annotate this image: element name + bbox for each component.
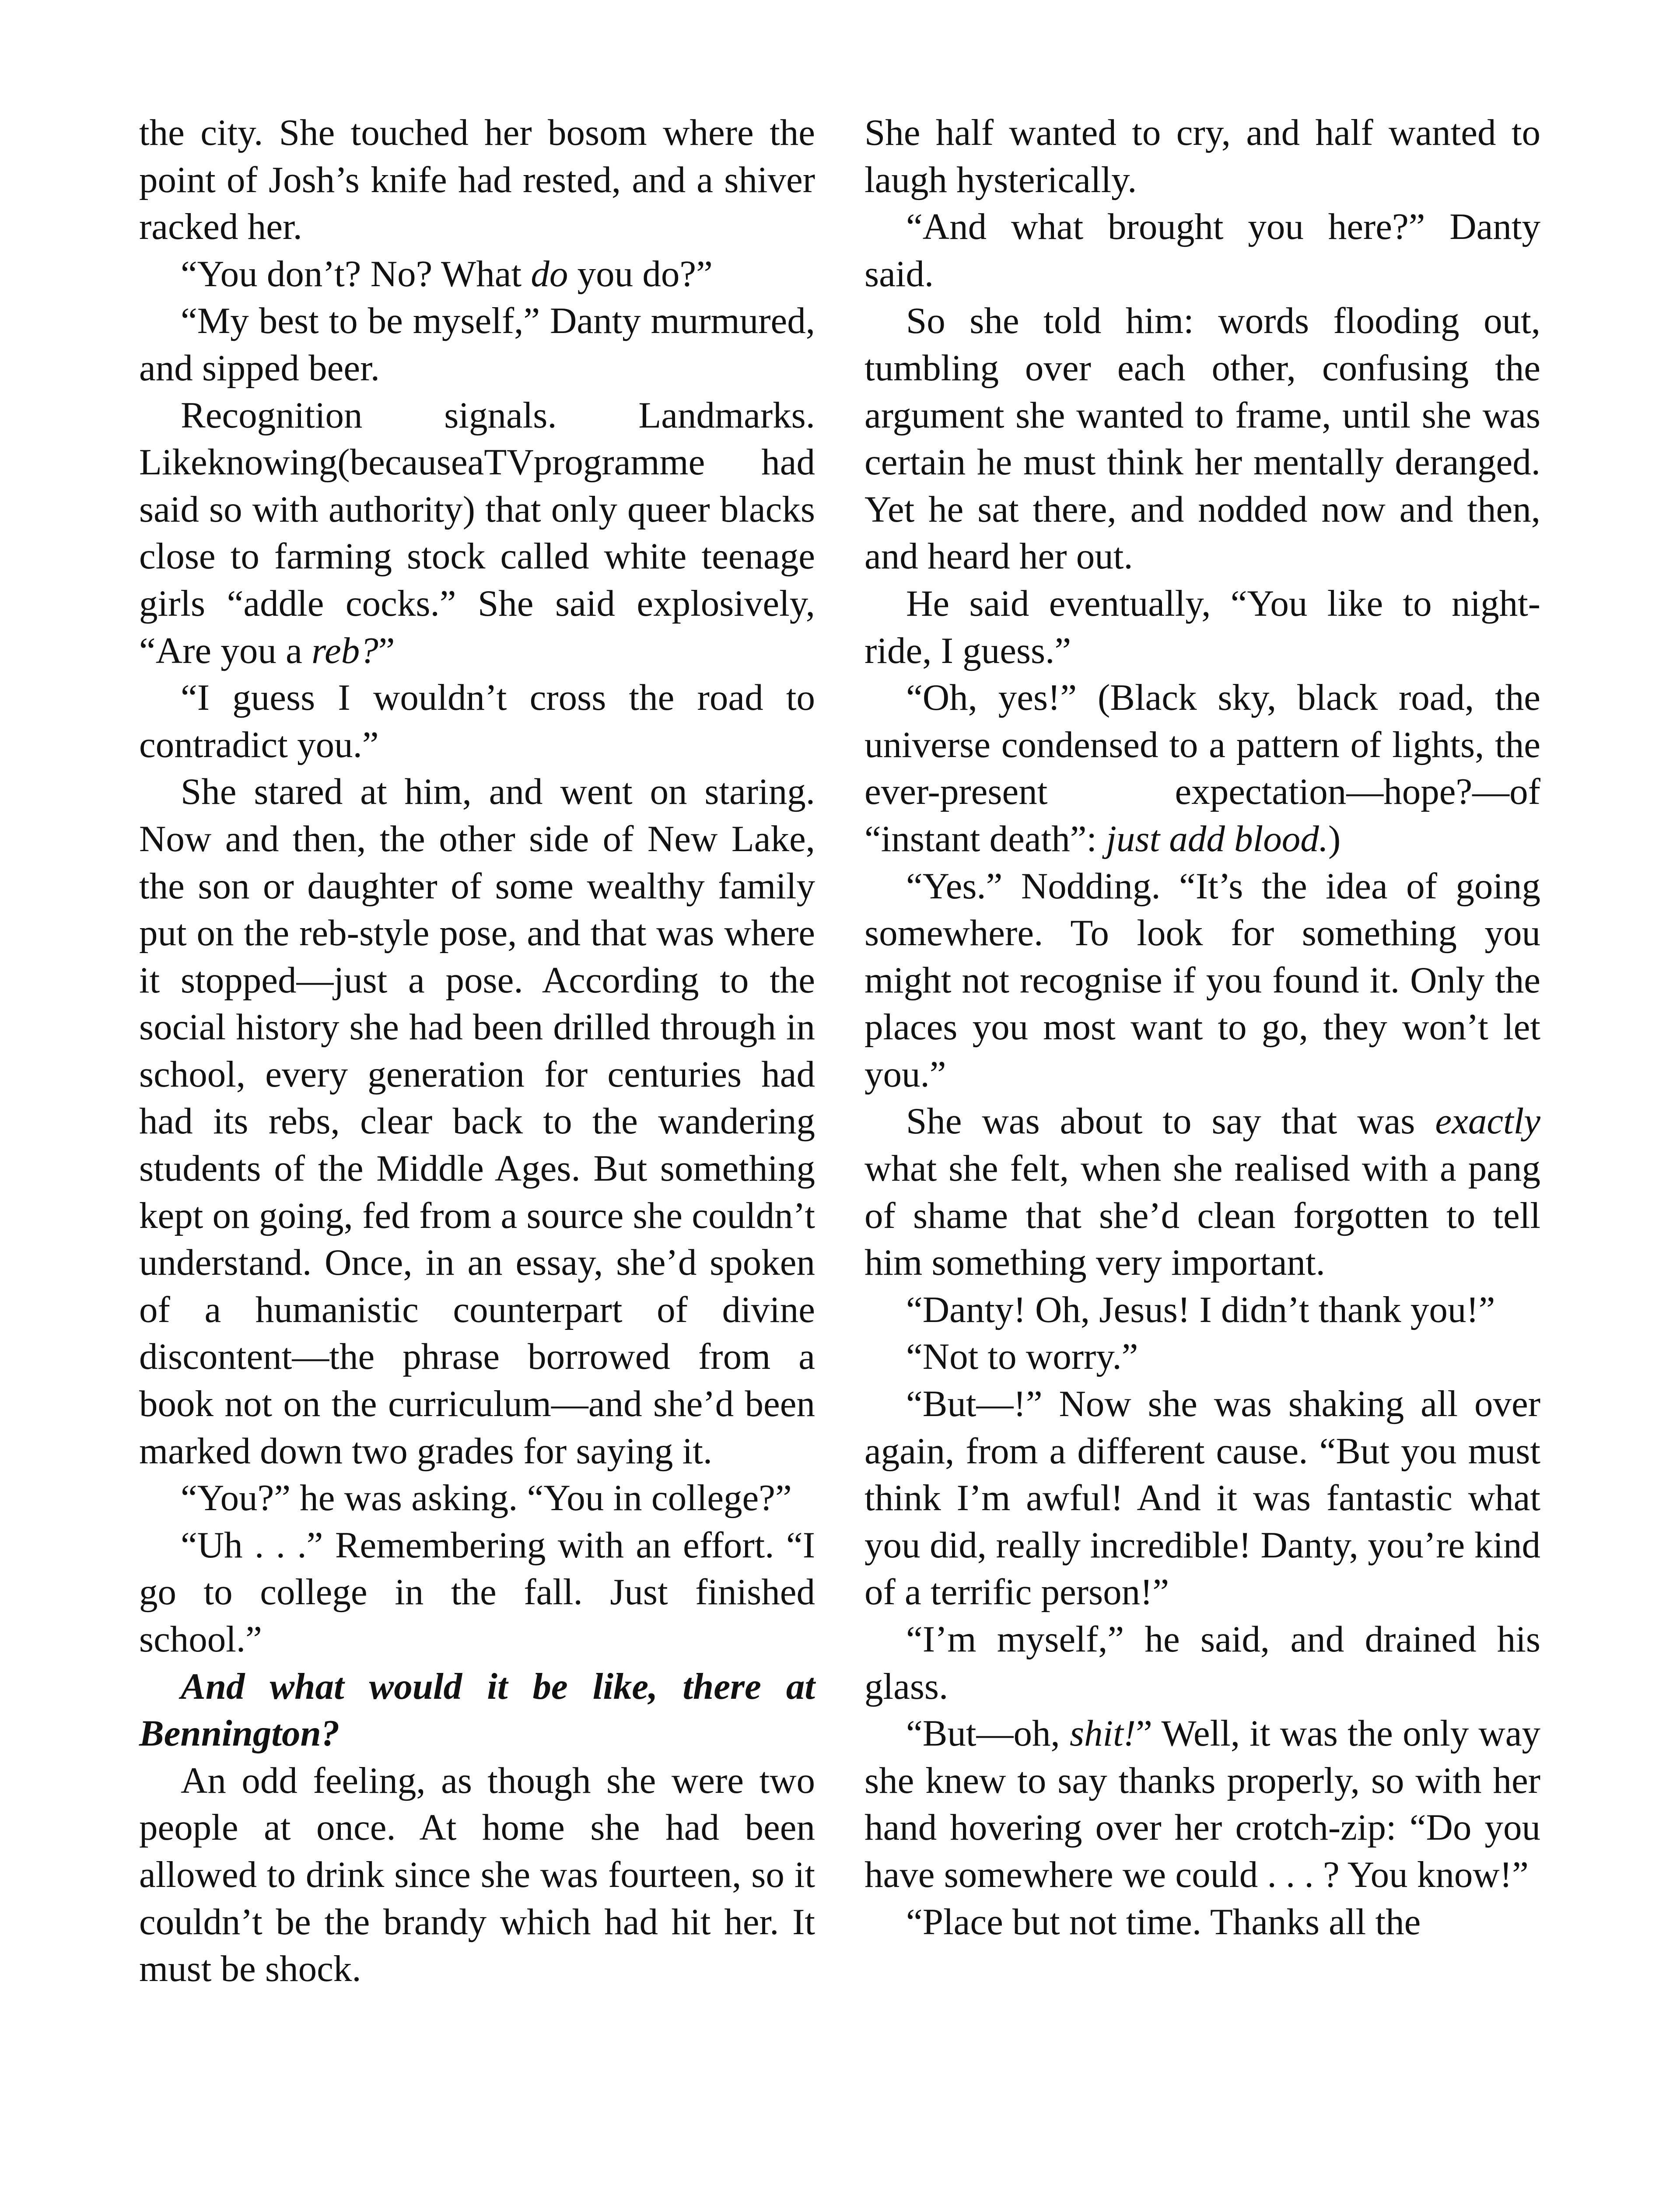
paragraph: the city. She touched her bosom where the point of Josh’s knife had rested, and a shiver racked her. <box>139 112 815 248</box>
paragraph: “But—!” Now she was shaking all over again, from a different cause. “But you must think I’m awful! And it was fantastic what you did, really incredible! Danty, you’re kind of a terrific person!” <box>864 1383 1540 1613</box>
paragraph: “Place but not time. Thanks all the <box>906 1901 1421 1943</box>
paragraph: “Danty! Oh, Jesus! I didn’t thank you!” <box>906 1289 1495 1330</box>
paragraph: And what would it be like, there at Bennington? <box>139 1666 815 1754</box>
right-text-column <box>864 109 1540 1946</box>
paragraph: “Oh, yes!” (Black sky, black road, the universe condensed to a pattern of lights, the ever-present expectation—hope?—of “instant death”: just add blood.) <box>864 677 1540 859</box>
paragraph: “Uh . . .” Remembering with an effort. “I go to college in the fall. Just finished school.” <box>139 1524 815 1660</box>
paragraph: So she told him: words flooding out, tumbling over each other, confusing the argument she wanted to frame, until she was certain he must think her mentally deranged. Yet he sat there, and nodded now and then, and heard her out. <box>864 300 1540 577</box>
paragraph: “I’m myself,” he said, and drained his glass. <box>864 1619 1540 1707</box>
paragraph: Recognition signals. Landmarks. Likeknowing(becauseaTVprogramme had said so with authority) that only queer blacks close to farming stock called white teenage girls “addle cocks.” She said explosively, “Are you a reb?” <box>139 394 815 671</box>
paragraph: She stared at him, and went on staring. Now and then, the other side of New Lake, the son or daughter of some wealthy family put on the reb-style pose, and that was where it stopped—just a pose. According to the social history she had been drilled through in school, every generation for centuries had had its rebs, clear back to the wandering students of the Middle Ages. But something kept on going, fed from a source she couldn’t understand. Once, in an essay, she’d spoken of a humanistic counterpart of divine discontent—the phrase borrowed from a book not on the curriculum—and she’d been marked down two grades for saying it. <box>139 771 815 1472</box>
paragraph: She was about to say that was exactly what she felt, when she realised with a pang of shame that she’d clean forgotten to tell him something very important. <box>864 1101 1540 1283</box>
paragraph: “You?” he was asking. “You in college?” <box>181 1477 792 1519</box>
paragraph: “My best to be myself,” Danty murmured, and sipped beer. <box>139 300 815 389</box>
paragraph: “Not to worry.” <box>906 1336 1138 1378</box>
left-text-column <box>139 109 815 1993</box>
paragraph: “You don’t? No? What do you do?” <box>181 253 713 295</box>
paragraph: “But—oh, shit!” Well, it was the only way she knew to say thanks properly, so with her hand hovering over her crotch-zip: “Do you have somewhere we could . . . ? You know!” <box>864 1713 1540 1895</box>
paragraph: She half wanted to cry, and half wanted to laugh hysterically. <box>864 112 1540 200</box>
paragraph: He said eventually, “You like to night-ride, I guess.” <box>864 582 1540 671</box>
paragraph: An odd feeling, as though she were two people at once. At home she had been allowed to drink since she was fourteen, so it couldn’t be the brandy which had hit her. It must be shock. <box>139 1760 815 1990</box>
paragraph: “And what brought you here?” Danty said. <box>864 206 1540 295</box>
paragraph: “I guess I wouldn’t cross the road to contradict you.” <box>139 677 815 765</box>
paragraph: “Yes.” Nodding. “It’s the idea of going somewhere. To look for something you might not recognise if you found it. Only the places you most want to go, they won’t let you.” <box>864 865 1540 1095</box>
